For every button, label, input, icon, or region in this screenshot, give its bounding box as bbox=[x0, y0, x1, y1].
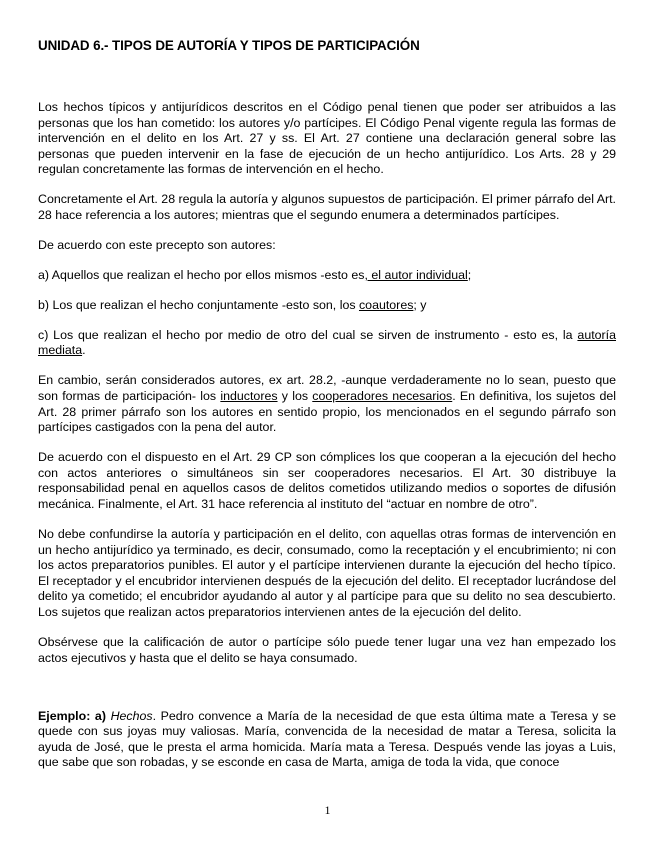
paragraph-art29: De acuerdo con el dispuesto en el Art. 29 CP son cómplices los que cooperan a la ejecución del hecho con actos anteriores o simultáneos sin ser cooperadores necesarios. El Art. 30 distribuye la responsabilidad penal en aquellos casos de delitos cometidos utilizando medios o soportes de difusión mecánica. Finalmente, el Art. 31 hace referencia al instituto del “actuar en nombre de otro”. bbox=[38, 450, 616, 512]
example-hechos: Hechos bbox=[110, 708, 153, 723]
paragraph-autores-lead: De acuerdo con este precepto son autores: bbox=[38, 237, 276, 252]
text-segment: ; bbox=[467, 267, 472, 282]
paragraph-calificacion: Obsérvese que la calificación de autor o partícipe sólo puede tener lugar una vez han empezado los actos ejecutivos y hasta que el delito se haya consumado. bbox=[38, 634, 616, 665]
document-body bbox=[38, 100, 616, 785]
term-inductores: inductores bbox=[220, 389, 278, 404]
paragraph-autoria-mediata bbox=[38, 328, 616, 359]
paragraph-receptacion: No debe confundirse la autoría y participación en el delito, con aquellas otras formas de intervención en un hecho antijurídico ya terminado, es decir, consumado, como la receptación y el encubrimiento; ni con los actos preparatorios punibles. El autor y el partícipe intervienen durante la ejecución del hecho típico. El receptador y el encubridor intervienen después de la ejecución del delito. El receptador lucrándose del delito ya cometido; el encubridor ayudando al autor y al partícipe para que su delito no sea descubierto. Los sujetos que realizan actos preparatorios intervienen antes de la ejecución del delito. bbox=[38, 527, 616, 619]
text-segment: En cambio, serán considerados autores, ex art. 28.2, -aunque verdaderamente no lo sean, puesto que son formas de participación- los bbox=[38, 373, 616, 404]
page-number: 1 bbox=[324, 803, 331, 817]
text-segment: c) Los que realizan el hecho por medio de otro del cual se sirven de instrumento - esto es, la bbox=[38, 327, 578, 342]
example-label: Ejemplo: a) bbox=[38, 708, 106, 723]
paragraph-intro: Los hechos típicos y antijurídicos descritos en el Código penal tienen que poder ser atribuidos a las personas que los han cometido: los autores y/o partícipes. El Código Penal vigente regula las formas de intervención en el delito en los Art. 27 y ss. El Art. 27 contiene una declaración general sobre las personas que pueden intervenir en la fase de ejecución de un hecho antijurídico. Los Arts. 28 y 29 regulan concretamente las formas de intervención en el hecho. bbox=[38, 100, 616, 177]
example-text: . Pedro convence a María de la necesidad de que esta última mate a Teresa y se quede con sus joyas muy valiosas. María, convencida de la necesidad de matar a Teresa, solicita la ayuda de José, que le presta el arma homicida. María mata a Teresa. Después vende las joyas a Luis, que sabe que son robadas, y se esconde en casa de Marta, amiga de toda la vida, que conoce bbox=[38, 708, 617, 770]
text-segment: b) Los que realizan el hecho conjuntamente -esto son, los bbox=[38, 297, 359, 312]
document-title: UNIDAD 6.- TIPOS DE AUTORÍA Y TIPOS DE PARTICIPACIÓN bbox=[38, 38, 420, 53]
term-autoria-mediata: autoría mediata bbox=[38, 327, 616, 358]
text-segment: ; y bbox=[413, 297, 427, 312]
paragraph-autor-individual bbox=[38, 268, 616, 284]
paragraph-art28-2 bbox=[38, 373, 616, 435]
text-segment: y los bbox=[277, 389, 313, 404]
paragraph-art28: Concretamente el Art. 28 regula la autoría y algunos supuestos de participación. El primer párrafo del Art. 28 hace referencia a los autores; mientras que el segundo enumera a determinados partícipes. bbox=[38, 192, 616, 222]
text-segment: . bbox=[82, 343, 86, 358]
term-cooperadores-necesarios: cooperadores necesarios bbox=[312, 389, 453, 404]
text-segment: . En definitiva, los sujetos del Art. 28 primer párrafo son los autores en sentido propio, los mencionados en el segundo párrafo son partícipes castigados con la pena del autor. bbox=[38, 389, 616, 435]
term-autor-individual: , el autor individual bbox=[364, 267, 468, 282]
text-segment: a) Aquellos que realizan el hecho por ellos mismos -esto es bbox=[38, 267, 365, 282]
term-coautores: coautores bbox=[358, 297, 414, 312]
spacer bbox=[38, 681, 616, 709]
paragraph-ejemplo bbox=[38, 709, 616, 771]
paragraph-coautores bbox=[38, 298, 616, 314]
